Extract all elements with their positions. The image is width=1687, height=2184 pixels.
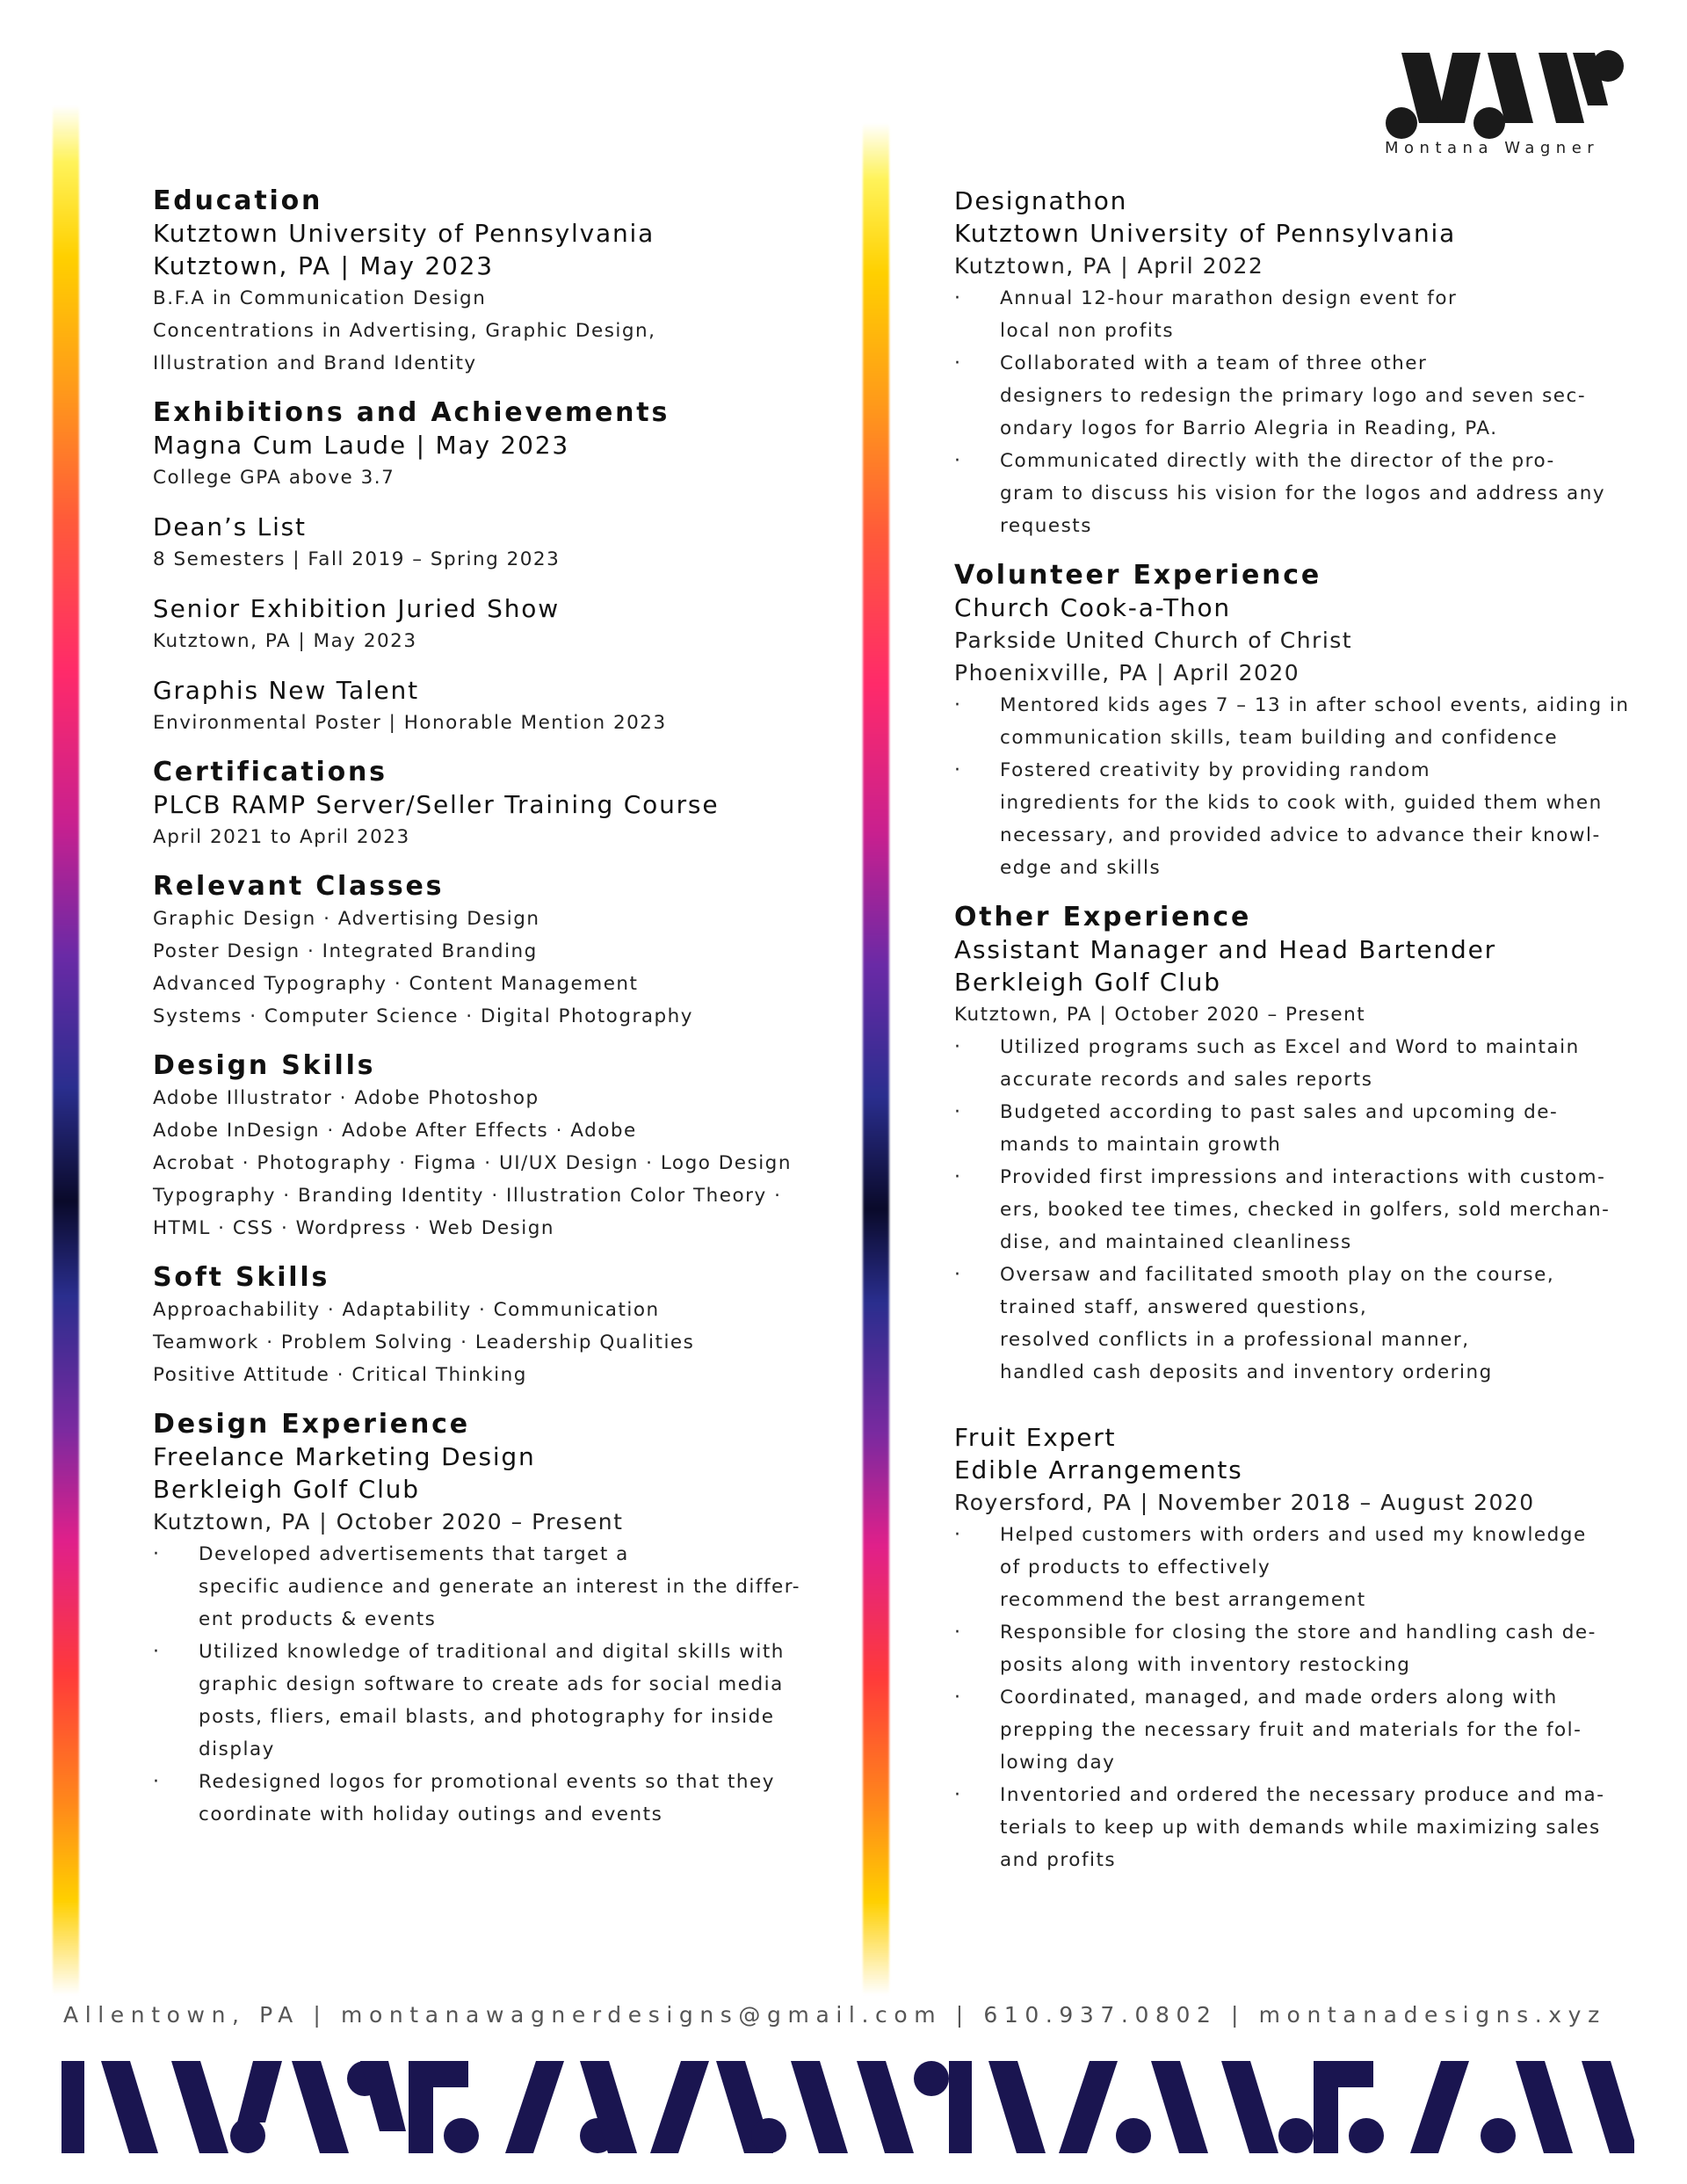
bullet-item: · Budgeted according to past sales and upcoming de- mands to maintain growth: [954, 1096, 1640, 1161]
education-section: [153, 185, 847, 380]
bullet-item: · Coordinated, managed, and made orders along with prepping the necessary fruit and materials for the fol- lowing day: [954, 1681, 1640, 1779]
education-heading: Education: [153, 185, 323, 216]
volunteer-title: Church Cook-a-Thon: [954, 593, 1231, 622]
bullet-item: · Utilized knowledge of traditional and digital skills with graphic design software to create ads for social media posts, fliers, email blasts, and photography for inside display: [153, 1636, 847, 1766]
fruit-expert-location-date: Royersford, PA | November 2018 – August 2020: [954, 1490, 1535, 1515]
design-experience-bullets: [153, 1538, 847, 1831]
achievement-detail: Environmental Poster | Honorable Mention 2023: [153, 712, 667, 734]
certification-title: PLCB RAMP Server/Seller Training Course: [153, 790, 720, 819]
design-experience-org: Berkleigh Golf Club: [153, 1475, 420, 1504]
certifications-heading: Certifications: [153, 757, 387, 787]
bullet-item: · Annual 12-hour marathon design event for local non profits: [954, 282, 1640, 347]
designathon-bullets: [954, 282, 1640, 542]
bullet-item: · Communicated directly with the director of the pro- gram to discuss his vision for the logos and address any requests: [954, 445, 1640, 542]
bullet-item: · Inventoried and ordered the necessary produce and ma- terials to keep up with demands while maximizing sales and profits: [954, 1779, 1640, 1876]
education-line: B.F.A in Communication Design: [153, 287, 487, 309]
other-experience-section: [954, 901, 1640, 1389]
fruit-expert-org: Edible Arrangements: [954, 1455, 1243, 1484]
bullet-item: · Oversaw and facilitated smooth play on the course, trained staff, answered questions, resolved conflicts in a professional manner, handled cash deposits and inventory ordering: [954, 1259, 1640, 1389]
education-location-date: Kutztown, PA | May 2023: [153, 251, 494, 280]
soft-skills-heading: Soft Skills: [153, 1262, 330, 1293]
volunteer-bullets: [954, 689, 1640, 884]
achievement-title: Senior Exhibition Juried Show: [153, 594, 560, 623]
bullet-item: · Developed advertisements that target a specific audience and generate an interest in the differ- ent products & events: [153, 1538, 847, 1636]
classes-line: Graphic Design · Advertising Design: [153, 908, 540, 930]
other-experience-org: Berkleigh Golf Club: [954, 968, 1221, 997]
classes-line: Poster Design · Integrated Branding: [153, 940, 538, 962]
soft-skills-line: Approachability · Adaptability · Communication: [153, 1299, 660, 1321]
classes-line: Systems · Computer Science · Digital Photography: [153, 1005, 693, 1027]
bullet-item: · Collaborated with a team of three other designers to redesign the primary logo and seven sec- ondary logos for Barrio Alegria in Reading, PA.: [954, 347, 1640, 445]
decorative-monogram-band: [62, 2052, 1634, 2158]
achievement-detail: College GPA above 3.7: [153, 467, 395, 489]
design-skills-line: Acrobat · Photography · Figma · UI/UX Design · Logo Design: [153, 1152, 792, 1174]
achievement-detail: Kutztown, PA | May 2023: [153, 630, 417, 652]
certifications-section: [153, 756, 847, 853]
volunteer-org: Parkside United Church of Christ: [954, 628, 1353, 653]
education-line: Concentrations in Advertising, Graphic Design,: [153, 320, 656, 342]
classes-line: Advanced Typography · Content Management: [153, 973, 639, 995]
bullet-item: · Fostered creativity by providing random ingredients for the kids to cook with, guided them when necessary, and provided advice to advance their knowl- edge and skills: [954, 754, 1640, 884]
achievement-title: Graphis New Talent: [153, 676, 419, 705]
design-skills-line: HTML · CSS · Wordpress · Web Design: [153, 1217, 554, 1239]
bullet-item: · Redesigned logos for promotional events so that they coordinate with holiday outings and events: [153, 1766, 847, 1831]
achievement-title: Dean’s List: [153, 512, 307, 541]
design-skills-section: [153, 1049, 847, 1244]
fruit-expert-role: Fruit Expert: [954, 1423, 1117, 1452]
achievement-title: Magna Cum Laude | May 2023: [153, 431, 569, 460]
volunteer-location-date: Phoenixville, PA | April 2020: [954, 660, 1300, 686]
bullet-item: · Helped customers with orders and used my knowledge of products to effectively recommend the best arrangement: [954, 1519, 1640, 1616]
other-experience-role: Assistant Manager and Head Bartender: [954, 935, 1496, 964]
right-column: [954, 185, 1640, 1876]
left-column: [153, 185, 847, 1831]
gradient-bar-left: [53, 105, 79, 1995]
design-skills-line: Adobe Illustrator · Adobe Photoshop: [153, 1087, 539, 1109]
soft-skills-line: Positive Attitude · Critical Thinking: [153, 1364, 527, 1386]
soft-skills-section: [153, 1261, 847, 1391]
design-skills-heading: Design Skills: [153, 1050, 376, 1081]
bullet-item: · Utilized programs such as Excel and Word to maintain accurate records and sales reports: [954, 1031, 1640, 1096]
designathon-title: Designathon: [954, 186, 1128, 215]
achievement-detail: 8 Semesters | Fall 2019 – Spring 2023: [153, 548, 561, 570]
education-school: Kutztown University of Pennsylvania: [153, 219, 655, 248]
design-skills-line: Typography · Branding Identity · Illustration Color Theory ·: [153, 1185, 782, 1207]
fruit-expert-bullets: [954, 1519, 1640, 1876]
certification-detail: April 2021 to April 2023: [153, 826, 410, 848]
gradient-bar-middle: [863, 123, 889, 1995]
volunteer-heading: Volunteer Experience: [954, 560, 1322, 591]
exhibitions-section: [153, 396, 847, 739]
design-experience-section: [153, 1408, 847, 1831]
designathon-section: [954, 185, 1640, 542]
bullet-item: · Provided first impressions and interactions with custom- ers, booked tee times, checked in golfers, sold merchan- dise, and maintained cleanliness: [954, 1161, 1640, 1259]
design-experience-role: Freelance Marketing Design: [153, 1442, 536, 1471]
footer-contact: Allentown, PA | montanawagnerdesigns@gmail.com | 610.937.0802 | montanadesigns.xyz: [63, 2002, 1606, 2028]
exhibitions-heading: Exhibitions and Achievements: [153, 397, 670, 428]
brand-name: Montana Wagner: [1385, 139, 1600, 157]
other-experience-bullets: [954, 1031, 1640, 1389]
fruit-expert-section: [954, 1421, 1640, 1876]
designathon-location-date: Kutztown, PA | April 2022: [954, 253, 1264, 279]
classes-section: [153, 870, 847, 1033]
volunteer-section: [954, 559, 1640, 884]
designathon-org: Kutztown University of Pennsylvania: [954, 219, 1457, 248]
design-experience-location-date: Kutztown, PA | October 2020 – Present: [153, 1509, 624, 1535]
design-skills-line: Adobe InDesign · Adobe After Effects · Adobe: [153, 1120, 637, 1142]
soft-skills-line: Teamwork · Problem Solving · Leadership Qualities: [153, 1331, 695, 1353]
other-experience-heading: Other Experience: [954, 902, 1252, 932]
education-line: Illustration and Brand Identity: [153, 352, 477, 374]
classes-heading: Relevant Classes: [153, 871, 445, 902]
other-experience-location-date: Kutztown, PA | October 2020 – Present: [954, 1004, 1366, 1026]
bullet-item: · Mentored kids ages 7 – 13 in after school events, aiding in communication skills, team building and confidence: [954, 689, 1640, 754]
bullet-item: · Responsible for closing the store and handling cash de- posits along with inventory restocking: [954, 1616, 1640, 1681]
design-experience-heading: Design Experience: [153, 1409, 470, 1440]
